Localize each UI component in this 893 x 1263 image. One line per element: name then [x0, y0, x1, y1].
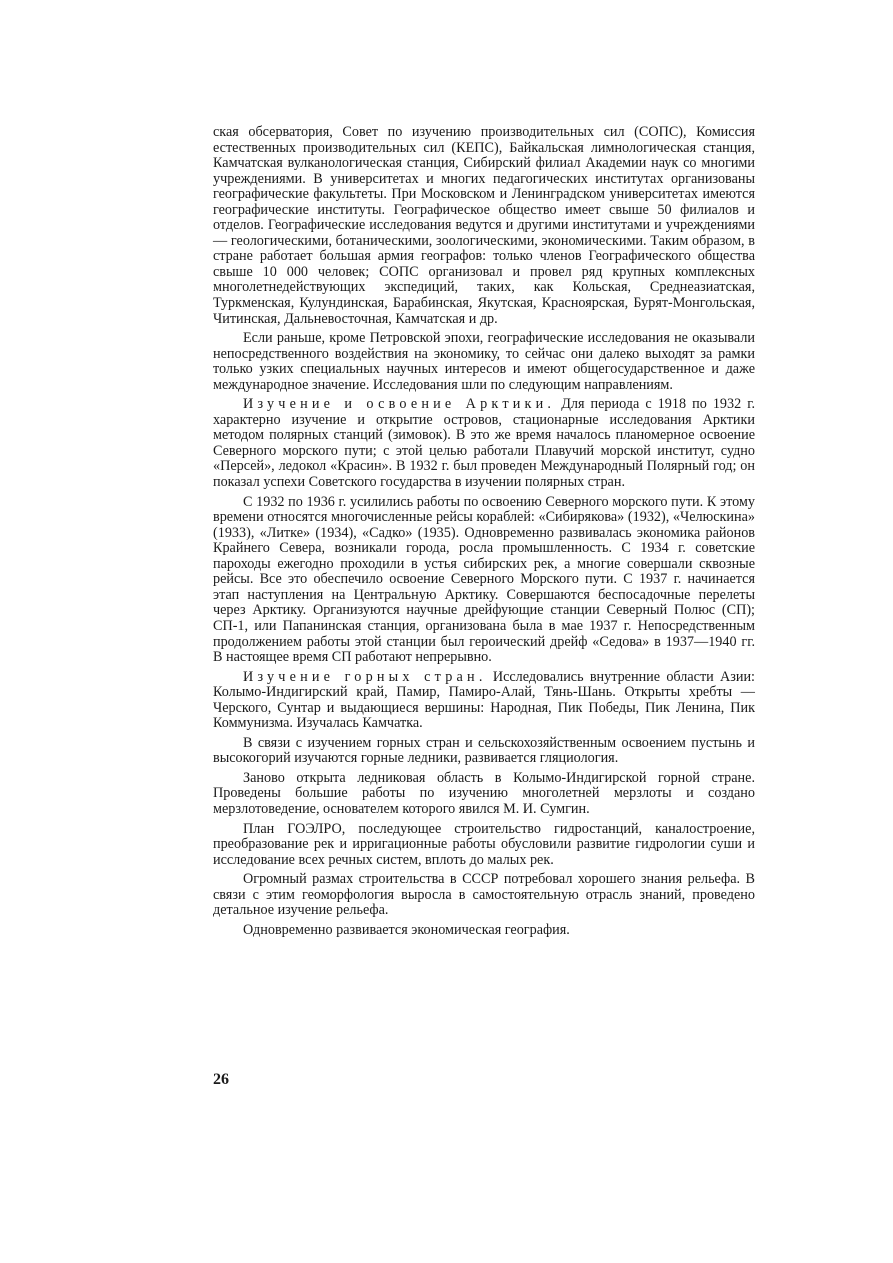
paragraph-2-text: Если раньше, кроме Петровской эпохи, географические исследования не оказывали непосредственного воздействия на экономику, то сейчас они далеко выходят за рамки только узких специальных научных интересов и имеют общегосударственное и даже международное значение. Исследования шли по следующим направлениям.: [213, 330, 755, 393]
paragraph-6-text: В связи с изучением горных стран и сельскохозяйственным освоением пустынь и высокогорий изучаются горные ледники, развивается гляциология.: [213, 734, 755, 767]
paragraph-1-text: ская обсерватория, Совет по изучению производительных сил (СОПС), Комиссия естественных производительных сил (КЕПС), Байкальская лимнологическая станция, Камчатская вулканологическая станция, Сибирский филиал Академии наук со многими учреждениями. В университетах и многих педагогических институтах организованы географические факультеты. При Московском и Ленинградском университетах имеются географические институты. Географическое общество имеет свыше 50 филиалов и отделов. Географические исследования ведутся и другими институтами и учреждениями — геологическими, ботаническими, зоологическими, экономическими. Таким образом, в стране работает большая армия географов: только членов Географического общества свыше 10 000 человек; СОПС организовал и провел ряд крупных комплексных многолетнедействующих экспедиций, таких, как Кольская, Среднеазиатская, Туркменская, Кулундинская, Барабинская, Якутская, Красноярская, Бурят-Монгольская, Читинская, Дальневосточная, Камчатская и др.: [213, 124, 755, 327]
section-heading-mountains: Изучение горных стран.: [243, 668, 487, 685]
paragraph-8-text: План ГОЭЛРО, последующее строительство гидростанций, каналостроение, преобразование рек и ирригационные работы обусловили развитие гидрологии суши и исследование всех речных систем, вплоть до малых рек.: [213, 820, 755, 868]
paragraph-4-text: С 1932 по 1936 г. усилились работы по освоению Северного морского пути. К этому времени относятся многочисленные рейсы кораблей: «Сибирякова» (1932), «Челюскина» (1933), «Литке» (1934), «Садко» (1935). Одновременно развивалась экономика районов Крайнего Севера, возникали города, росла промышленность. С 1934 г. советские пароходы ежегодно проходили в устья сибирских рек, а многие совершали сквозные рейсы. Все это обеспечило освоение Северного Морского пути. С 1937 г. начинается этап наступления на Центральную Арктику. Совершаются беспосадочные перелеты через Арктику. Организуются научные дрейфующие станции Северный Полюс (СП); СП-1, или Папанинская станция, организована была в мае 1937 г. Непосредственным продолжением работы этой станции был героический дрейф «Седова» в 1937—1940 гг. В настоящее время СП работают непрерывно.: [213, 493, 755, 666]
paragraph-10-text: Одновременно развивается экономическая география.: [243, 921, 570, 938]
paragraph-3: [213, 397, 755, 490]
paragraph-4: [213, 495, 755, 666]
paragraph-9-text: Огромный размах строительства в СССР потребовал хорошего знания рельефа. В связи с этим геоморфология выросла в самостоятельную отрасль знаний, проведено детальное изучение рельефа.: [213, 871, 755, 919]
paragraph-8: [213, 822, 755, 869]
page-number: 26: [213, 1071, 229, 1088]
paragraph-3-text: Для периода с 1918 по 1932 г. характерно изучение и открытие островов, стационарные исследования Арктики методом полярных станций (зимовок). В это же время началось планомерное освоение Северного морского пути; с этой целью работали Плавучий морской институт, судно «Персей», ледокол «Красин». В 1932 г. был проведен Международный Полярный год; он показал успехи Советского государства в изучении полярных стран.: [213, 396, 756, 491]
paragraph-5-text: Исследовались внутренние области Азии: Колымо-Индигирский край, Памир, Памиро-Алай, Тянь-Шань. Открыты хребты — Черского, Сунтар и выдающиеся вершины: Народная, Пик Победы, Пик Ленина, Пик Коммунизма. Изучалась Камчатка.: [213, 668, 755, 732]
paragraph-1: [213, 125, 755, 327]
paragraph-6: [213, 736, 755, 767]
paragraph-5: [213, 670, 755, 732]
body-text: [213, 125, 755, 942]
paragraph-2: [213, 331, 755, 393]
paragraph-10: [213, 923, 755, 939]
paragraph-7-text: Заново открыта ледниковая область в Колымо-Индигирской горной стране. Проведены большие работы по изучению многолетней мерзлоты и создано мерзлотоведение, основателем которого явился М. И. Сумгин.: [213, 769, 755, 817]
paragraph-9: [213, 872, 755, 919]
section-heading-arctic: Изучение и освоение Арктики.: [243, 396, 556, 413]
paragraph-7: [213, 771, 755, 818]
